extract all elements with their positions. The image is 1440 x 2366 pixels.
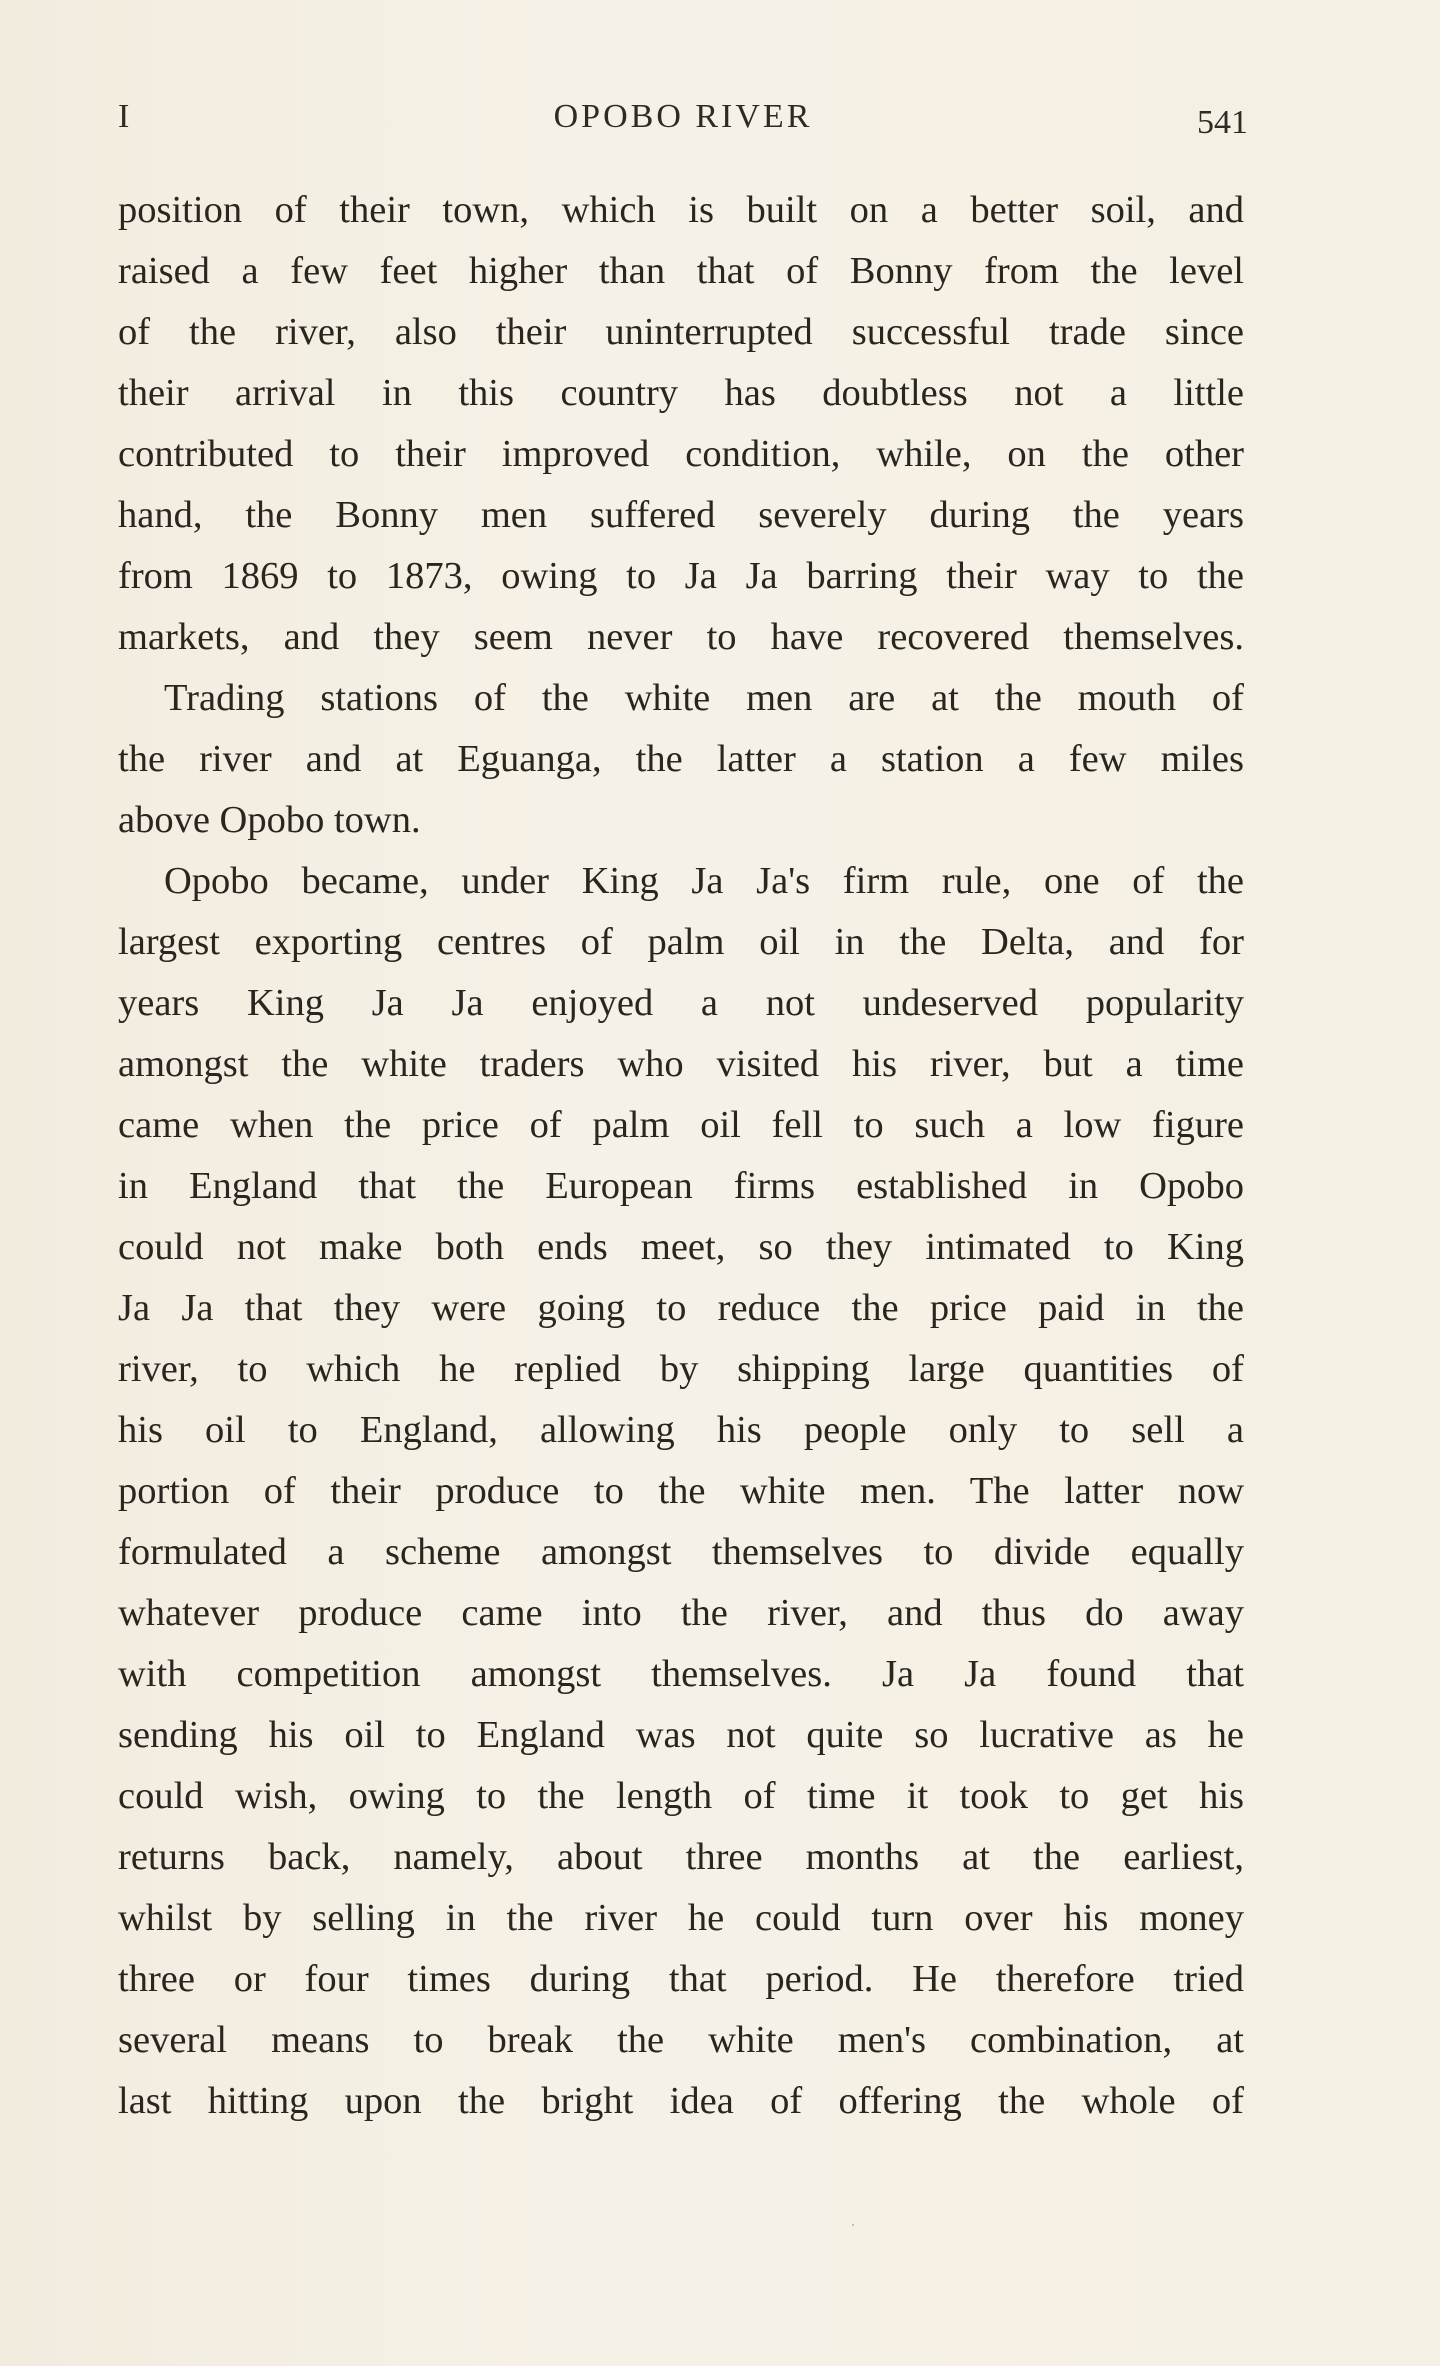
text-line: largest exporting centres of palm oil in the Delta, and for bbox=[118, 921, 1244, 963]
text-line: came when the price of palm oil fell to such a low figure bbox=[118, 1104, 1244, 1146]
text-line: hand, the Bonny men suffered severely during the years bbox=[118, 494, 1244, 536]
paragraph-end-line: above Opobo town. bbox=[118, 799, 421, 841]
text-line: last hitting upon the bright idea of offering the whole of bbox=[118, 2080, 1244, 2122]
paragraph-start-line: Opobo became, under King Ja Ja's firm rule, one of the bbox=[164, 860, 1244, 902]
text-line: raised a few feet higher than that of Bonny from the level bbox=[118, 250, 1244, 292]
text-line: portion of their produce to the white men. The latter now bbox=[118, 1470, 1244, 1512]
text-line: with competition amongst themselves. Ja Ja found that bbox=[118, 1653, 1244, 1695]
text-line: the river and at Eguanga, the latter a station a few miles bbox=[118, 738, 1244, 780]
body-text bbox=[118, 180, 1244, 2132]
chapter-number: I bbox=[118, 98, 131, 135]
text-line: contributed to their improved condition, while, on the other bbox=[118, 433, 1244, 475]
text-line: position of their town, which is built on a better soil, and bbox=[118, 189, 1244, 231]
text-line: formulated a scheme amongst themselves to divide equally bbox=[118, 1531, 1244, 1573]
text-line: in England that the European firms established in Opobo bbox=[118, 1165, 1244, 1207]
text-line: whilst by selling in the river he could turn over his money bbox=[118, 1897, 1244, 1939]
text-line: Ja Ja that they were going to reduce the price paid in the bbox=[118, 1287, 1244, 1329]
text-line: several means to break the white men's combination, at bbox=[118, 2019, 1244, 2061]
text-line: amongst the white traders who visited his river, but a time bbox=[118, 1043, 1244, 1085]
text-line: his oil to England, allowing his people only to sell a bbox=[118, 1409, 1244, 1451]
text-line: three or four times during that period. He therefore tried bbox=[118, 1958, 1244, 2000]
running-title: OPOBO RIVER bbox=[553, 98, 813, 135]
text-line: of the river, also their uninterrupted successful trade since bbox=[118, 311, 1244, 353]
text-line: markets, and they seem never to have recovered themselves. bbox=[118, 616, 1244, 658]
text-line: river, to which he replied by shipping large quantities of bbox=[118, 1348, 1244, 1390]
text-line: years King Ja Ja enjoyed a not undeserved popularity bbox=[118, 982, 1244, 1024]
text-line: could not make both ends meet, so they intimated to King bbox=[118, 1226, 1244, 1268]
paper-speck bbox=[852, 2224, 854, 2226]
text-line: whatever produce came into the river, and thus do away bbox=[118, 1592, 1244, 1634]
text-line: returns back, namely, about three months at the earliest, bbox=[118, 1836, 1244, 1878]
text-line: sending his oil to England was not quite so lucrative as he bbox=[118, 1714, 1244, 1756]
text-line: from 1869 to 1873, owing to Ja Ja barring their way to the bbox=[118, 555, 1244, 597]
text-line: their arrival in this country has doubtless not a little bbox=[118, 372, 1244, 414]
page-number: 541 bbox=[1197, 104, 1248, 141]
paragraph-start-line: Trading stations of the white men are at the mouth of bbox=[164, 677, 1244, 719]
text-line: could wish, owing to the length of time it took to get his bbox=[118, 1775, 1244, 1817]
running-head bbox=[118, 98, 1248, 148]
